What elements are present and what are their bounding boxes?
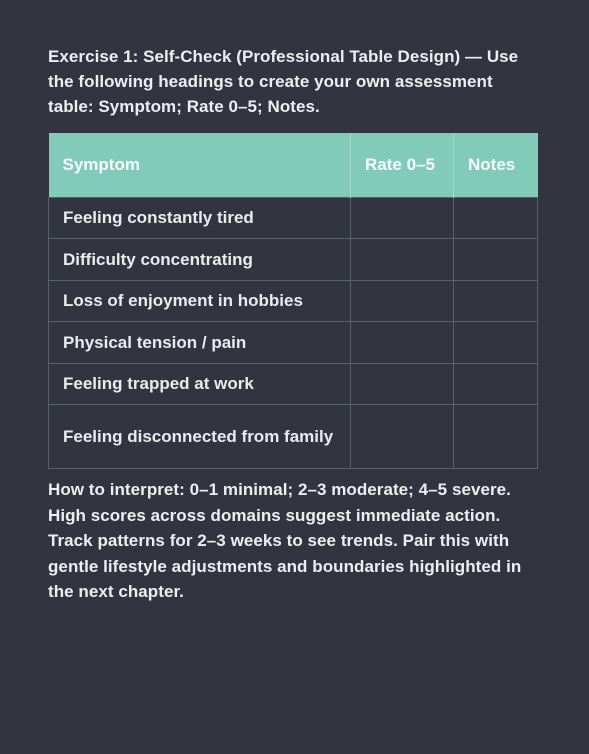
- symptom-cell: Loss of enjoyment in hobbies: [49, 280, 351, 322]
- symptom-cell: Difficulty concentrating: [49, 239, 351, 281]
- table-row: [49, 239, 538, 281]
- table-row: [49, 363, 538, 405]
- rate-cell: [351, 405, 454, 469]
- header-rate: Rate 0–5: [351, 133, 454, 197]
- symptom-cell: Feeling disconnected from family: [49, 405, 351, 469]
- rate-cell: [351, 322, 454, 364]
- exercise-intro: Exercise 1: Self-Check (Professional Table Design) — Use the following headings to create your own assessment table: Symptom; Rate 0–5; Notes.: [48, 47, 519, 116]
- table-header-row: [49, 133, 538, 197]
- assessment-table: [48, 133, 538, 469]
- notes-cell: [454, 280, 538, 322]
- notes-cell: [454, 322, 538, 364]
- rate-cell: [351, 239, 454, 281]
- table-row: [49, 280, 538, 322]
- notes-cell: [454, 197, 538, 239]
- table-row: [49, 197, 538, 239]
- symptom-cell: Physical tension / pain: [49, 322, 351, 364]
- rate-cell: [351, 197, 454, 239]
- rate-cell: [351, 280, 454, 322]
- symptom-cell: Feeling trapped at work: [49, 363, 351, 405]
- notes-cell: [454, 405, 538, 469]
- symptom-cell: Feeling constantly tired: [49, 197, 351, 239]
- notes-cell: [454, 363, 538, 405]
- notes-cell: [454, 239, 538, 281]
- table-row: [49, 322, 538, 364]
- interpretation-text: How to interpret: 0–1 minimal; 2–3 moderate; 4–5 severe. High scores across domains suggest immediate action. Track patterns for 2–3 weeks to see trends. Pair this with gentle lifestyle adjustments and boundaries highlighted in the next chapter.: [48, 480, 522, 601]
- header-symptom: Symptom: [49, 133, 351, 197]
- table-row: [49, 405, 538, 469]
- rate-cell: [351, 363, 454, 405]
- header-notes: Notes: [454, 133, 538, 197]
